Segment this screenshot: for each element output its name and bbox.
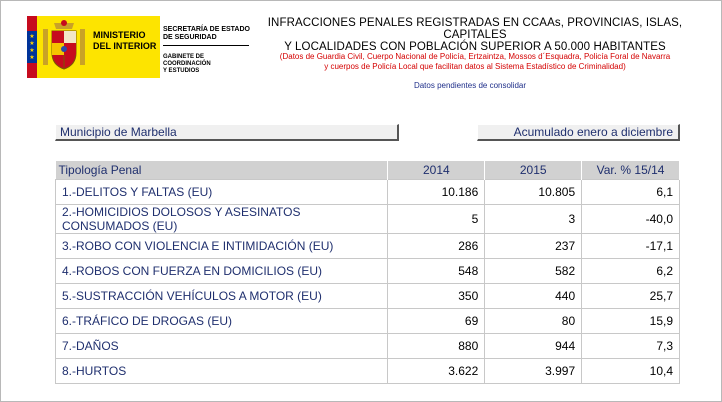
value-var: 6,2 [582,259,680,284]
value-2015: 10.805 [485,180,582,205]
gabinete-label: GABINETE DE COORDINACIÓN Y ESTUDIOS [163,54,211,74]
value-2015: 944 [485,334,582,359]
value-2015: 80 [485,309,582,334]
table-row [56,259,680,284]
secretaria-label: SECRETARÍA DE ESTADO DE SEGURIDAD [163,26,250,41]
value-2015: 582 [485,259,582,284]
flag-strip [27,16,37,78]
row-label: 4.-ROBOS CON FUERZA EN DOMICILIOS (EU) [56,259,388,284]
table-row [56,309,680,334]
value-2014: 5 [388,205,485,234]
periodo-field[interactable]: Acumulado enero a diciembre [477,124,680,141]
value-2014: 548 [388,259,485,284]
value-2014: 10.186 [388,180,485,205]
col-header-2014: 2014 [388,161,485,180]
row-label: 3.-ROBO CON VIOLENCIA E INTIMIDACIÓN (EU) [56,234,388,259]
table-row [56,359,680,384]
row-label: 7.-DAÑOS [56,334,388,359]
value-var: 6,1 [582,180,680,205]
table-header-row [56,161,680,180]
value-var: -17,1 [582,234,680,259]
row-label: 5.-SUSTRACCIÓN VEHÍCULOS A MOTOR (EU) [56,284,388,309]
value-var: 15,9 [582,309,680,334]
row-label: 8.-HURTOS [56,359,388,384]
table-row [56,334,680,359]
value-2015: 3.997 [485,359,582,384]
value-2014: 350 [388,284,485,309]
col-header-2015: 2015 [485,161,582,180]
row-label: 1.-DELITOS Y FALTAS (EU) [56,180,388,205]
eu-stars-icon: ★ ★ ★ ★ [29,34,35,61]
value-2015: 3 [485,205,582,234]
value-var: 10,4 [582,359,680,384]
municipio-field[interactable]: Municipio de Marbella [55,124,399,141]
crime-table [55,161,680,384]
col-header-tipologia: Tipología Penal [56,161,388,180]
ministry-logo [27,16,253,78]
row-label: 6.-TRÁFICO DE DROGAS (EU) [56,309,388,334]
value-var: 25,7 [582,284,680,309]
table-row [56,205,680,234]
value-2015: 440 [485,284,582,309]
col-header-var: Var. % 15/14 [582,161,680,180]
page-title: INFRACCIONES PENALES REGISTRADAS EN CCAAs, PROVINCIAS, ISLAS, CAPITALES Y LOCALIDADES CON POBLACIÓN SUPERIOR A 50.000 HABITANTES [267,17,683,53]
value-2014: 880 [388,334,485,359]
coat-of-arms-icon [40,19,88,75]
row-label: 2.-HOMICIDIOS DOLOSOS Y ASESINATOS CONSUMADOS (EU) [56,205,388,234]
divider [163,45,249,46]
table-row [56,284,680,309]
value-2014: 286 [388,234,485,259]
table-row [56,234,680,259]
pending-note: Datos pendientes de consolidar [413,81,527,90]
value-2014: 3.622 [388,359,485,384]
table-row [56,180,680,205]
value-2014: 69 [388,309,485,334]
page-subtitle: (Datos de Guardia Civil, Cuerpo Nacional de Policía, Ertzaintza, Mossos d´Esquadra, Policía Foral de Navarra y cuerpos de Policía Local que facilitan datos al Sistema Estadístico de Criminalidad) [279,52,671,71]
ministry-name: MINISTERIO DEL INTERIOR [93,30,157,51]
value-2015: 237 [485,234,582,259]
value-var: 7,3 [582,334,680,359]
value-var: -40,0 [582,205,680,234]
